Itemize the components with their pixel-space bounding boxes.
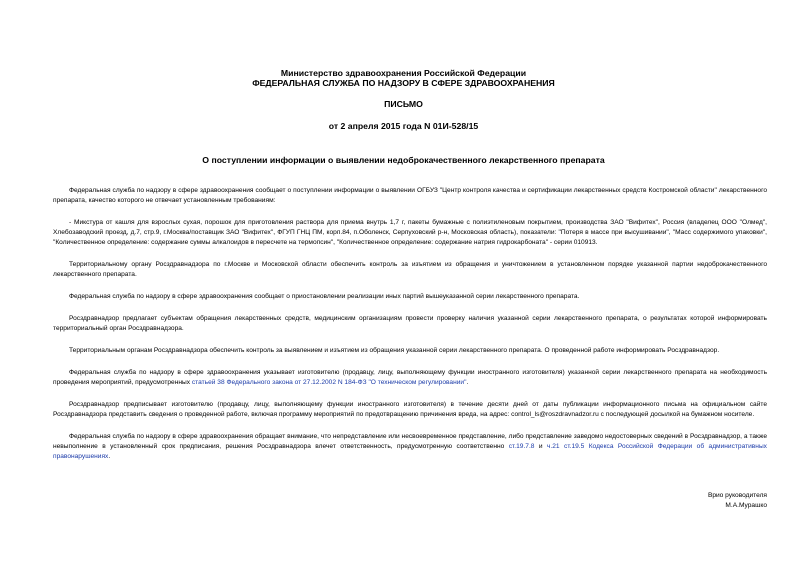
paragraph-9: [53, 432, 767, 462]
document-title: О поступлении информации о выявлении недоброкачественного лекарственного препарата: [202, 155, 605, 165]
document-header: [60, 68, 747, 131]
signature-block: [708, 491, 767, 511]
paragraph-9-end: .: [108, 453, 111, 460]
paragraph-8: Росздравнадзор предписывает изготовителю (продавцу, лицу, выполняющему функции иностранного изготовителя) в течение десяти дней от даты публикации информационного письма на официальном сайте Росздравнадзора представить сведения о проведенной работе, включая программу мероприятий по предотвращению причинения вреда, на адрес: control_ls@roszdravnadzor.ru с последующей досылкой на бумажном носителе.: [53, 401, 767, 418]
paragraph-7-end: .: [466, 379, 469, 386]
ministry-name: Министерство здравоохранения Российской Федерации: [280, 68, 527, 78]
paragraph-9-mid: и: [534, 443, 547, 450]
paragraph-6: Территориальным органам Росздравнадзора обеспечить контроль за выявлением и изъятием из обращения указанной серии лекарственного препарата. О проведенной работе информировать Росздравнадзор.: [69, 347, 720, 354]
paragraph-4: Федеральная служба по надзору в сфере здравоохранения сообщает о приостановлении реализации иных партий вышеуказанной серии лекарственного препарата.: [69, 293, 580, 300]
signatory-name: М.А.Мурашко: [725, 502, 767, 509]
paragraph-3: Территориальному органу Росздравнадзора по г.Москве и Московской области обеспечить контроль за изъятием из обращения и уничтожением в установленном порядке указанной партии недоброкачественного лекарственного препарата.: [53, 261, 767, 278]
law-article-38-link[interactable]: статьей 38 Федерального закона от 27.12.2002 N 184-ФЗ "О техническом регулировании": [191, 379, 467, 386]
koap-19-5-link[interactable]: ч.21 ст.19.5 Кодекса Российской Федерации об административных правонарушениях: [53, 443, 767, 460]
paragraph-2: - Микстура от кашля для взрослых сухая, порошок для приготовления раствора для приема внутрь 1,7 г, пакеты бумажные с полиэтиленовым покрытием, производства ЗАО "Вифитех", Россия (владелец ООО "Олмед", Хлебозаводский проезд, д.7, стр.9, г.Москва/поставщик ЗАО "Вифитех", ФГУП ГНЦ ПМ, корп.84, п.Оболенск, Серпуховский р-н, Московская область), показатели: "Потеря в массе при высушивании", "Масс содержимого упаковки", "Количественное определение: содержание суммы алкалоидов в пересчете на термопсин", "Количественное определение: содержание натрия гидрокарбоната" - серии 010913.: [53, 219, 767, 246]
paragraph-5: Росздравнадзор предлагает субъектам обращения лекарственных средств, медицинским организациям провести проверку наличия указанной серии лекарственного препарата, о результатах которой информировать территориальный орган Росздравнадзора.: [53, 315, 767, 332]
document-date-number: от 2 апреля 2015 года N 01И-528/15: [328, 121, 479, 131]
paragraph-7-text: Федеральная служба по надзору в сфере здравоохранения указывает изготовителю (продавцу, лицу, выполняющему функции иностранного изготовителя) указанной серии лекарственного препарата на необходимость проведения мероприятий, предусмотренных: [53, 369, 767, 386]
koap-19-7-8-link[interactable]: ст.19.7.8: [508, 443, 535, 450]
paragraph-1: Федеральная служба по надзору в сфере здравоохранения сообщает о поступлении информации о выявлении ОГБУЗ "Центр контроля качества и сертификации лекарственных средств Костромской области" лекарственного препарата, качество которого не отвечает установленным требованиям:: [53, 187, 767, 204]
paragraph-9-text: Федеральная служба по надзору в сфере здравоохранения обращает внимание, что непредставление или несвоевременное представление, либо представление заведомо недостоверных сведений в Росздравнадзор, а также невыполнение в установленный срок предписания, решения Росздравнадзора влечет ответственность, предусмотренную соответственно: [53, 433, 767, 450]
document-type: ПИСЬМО: [384, 99, 423, 109]
document-body: [53, 186, 767, 474]
signatory-position: Врио руководителя: [707, 492, 767, 499]
service-name: ФЕДЕРАЛЬНАЯ СЛУЖБА ПО НАДЗОРУ В СФЕРЕ ЗДРАВООХРАНЕНИЯ: [252, 78, 555, 88]
paragraph-7: [53, 368, 767, 388]
